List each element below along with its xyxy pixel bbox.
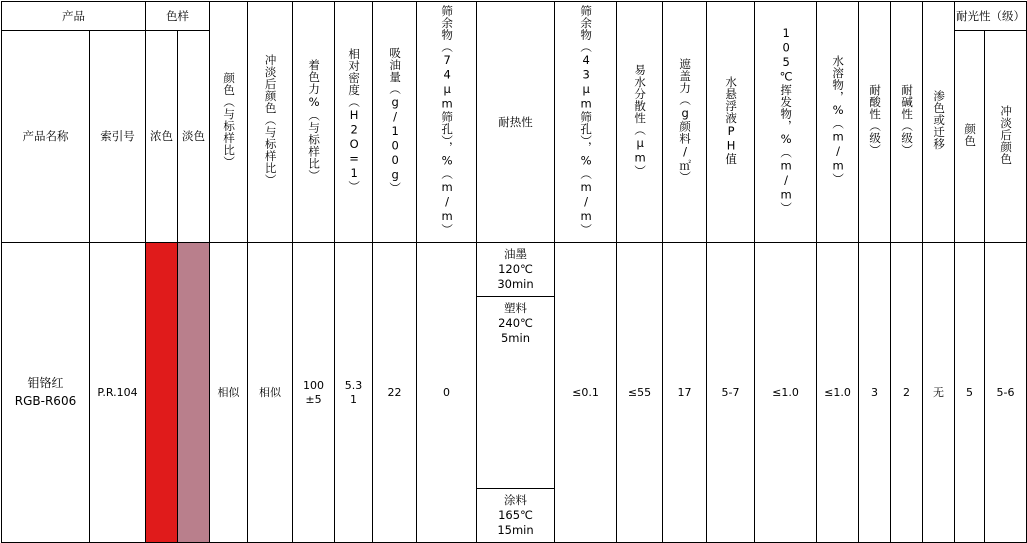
- header-residue-43um: [555, 2, 617, 243]
- cell-easy-dispersibility: ≤55: [617, 243, 663, 543]
- cell-heat-resistance: [477, 243, 555, 543]
- relative-density-line1: 5.3: [344, 378, 363, 392]
- cell-acid-resistance: 3: [859, 243, 891, 543]
- header-index-no: [90, 31, 146, 243]
- cell-volatile-105: ≤1.0: [755, 243, 817, 543]
- cell-bleed-migration: 无: [923, 243, 955, 543]
- header-water-soluble: [817, 2, 859, 243]
- header-hiding-power-label: 遮盖力（g颜料/㎡）: [678, 57, 693, 183]
- header-alkali-resistance-label: 耐碱性（级）: [900, 84, 915, 157]
- header-bleed-migration-label: 渗色或迁移: [932, 90, 947, 151]
- light-color-swatch: [178, 243, 209, 542]
- header-tint-strength: [293, 2, 335, 243]
- header-color-after-dilution: [248, 2, 293, 243]
- header-tint-strength-label: 着色力%（与标样比）: [307, 58, 322, 182]
- heat-coating-line1: 涂料: [504, 493, 527, 508]
- header-lightfast-color-label: 颜色: [963, 122, 978, 147]
- header-group-lightfastness: [955, 2, 1027, 31]
- header-suspension-ph: [707, 2, 755, 243]
- spec-sheet: [0, 1, 1025, 543]
- cell-oil-absorption: 22: [373, 243, 417, 543]
- header-volatile-105-label: 105℃挥发物，%（m/m）: [779, 26, 794, 215]
- heat-resistance-plastic: [477, 297, 554, 488]
- heat-ink-line2: 120℃: [498, 261, 533, 276]
- tint-strength-line1: 100: [303, 378, 324, 392]
- cell-lightfast-after-dilution: 5-6: [985, 243, 1027, 543]
- heat-coating-line3: 15min: [497, 523, 534, 538]
- header-lightfast-color: [955, 31, 985, 243]
- header-lightfast-after-dilution-label: 冲淡后颜色: [999, 104, 1014, 165]
- product-name-line1: 钼铬红: [27, 376, 64, 391]
- relative-density-line2: 1: [350, 392, 357, 406]
- header-product-name: [2, 31, 90, 243]
- header-suspension-ph-label: 水悬浮液PH值: [724, 75, 739, 165]
- cell-tint-strength: [293, 243, 335, 543]
- header-group-product-label: 产品: [62, 8, 85, 23]
- header-deep-color-label: 浓色: [150, 129, 173, 144]
- header-easy-dispersibility-label: 易水分散性（μm）: [633, 63, 648, 177]
- header-residue-74um-label: 筛余物（74μm筛孔），%（m/m）: [440, 5, 455, 236]
- cell-residue-74um: 0: [417, 243, 477, 543]
- header-residue-74um: [417, 2, 477, 243]
- header-group-color-sample-label: 色样: [166, 8, 189, 23]
- table-row: [2, 243, 1027, 543]
- cell-lightfast-color: 5: [955, 243, 985, 543]
- header-lightfast-after-dilution: [985, 31, 1027, 243]
- header-oil-absorption: [373, 2, 417, 243]
- header-index-no-label: 索引号: [100, 129, 135, 144]
- heat-plastic-line3: 5min: [500, 330, 530, 345]
- cell-index-no: P.R.104: [90, 243, 146, 543]
- header-relative-density-label: 相对密度（H2O=1）: [347, 47, 362, 193]
- header-easy-dispersibility: [617, 2, 663, 243]
- heat-resistance-coating: [477, 488, 554, 542]
- cell-relative-density: [335, 243, 373, 543]
- tint-strength-line2: ±5: [305, 392, 322, 406]
- header-light-color: [178, 31, 210, 243]
- cell-suspension-ph: 5-7: [707, 243, 755, 543]
- cell-color-after-dilution: 相似: [248, 243, 293, 543]
- cell-product-name: [2, 243, 90, 543]
- header-relative-density: [335, 2, 373, 243]
- header-alkali-resistance: [891, 2, 923, 243]
- pigment-spec-table: [1, 1, 1027, 543]
- header-residue-43um-label: 筛余物（43μm筛孔），%（m/m）: [579, 5, 594, 236]
- header-group-color-sample: [146, 2, 210, 31]
- product-name-line2: RGB-R606: [14, 393, 77, 408]
- header-acid-resistance-label: 耐酸性（级）: [868, 84, 883, 157]
- header-oil-absorption-label: 吸油量（g/100g）: [388, 46, 403, 194]
- header-heat-resistance: [477, 2, 555, 243]
- header-group-row: [2, 2, 1027, 31]
- header-group-product: [2, 2, 146, 31]
- header-hue-vs-standard: [210, 2, 248, 243]
- header-group-lightfastness-label: 耐光性（级）: [956, 8, 1025, 23]
- header-hue-vs-standard-label: 颜色（与标样比）: [222, 72, 237, 169]
- heat-plastic-line1: 塑料: [504, 300, 527, 315]
- header-color-after-dilution-label: 冲淡后颜色（与标样比）: [263, 54, 278, 187]
- heat-plastic-line2: 240℃: [498, 315, 533, 330]
- cell-hiding-power: 17: [663, 243, 707, 543]
- cell-hue-vs-standard: 相似: [210, 243, 248, 543]
- header-water-soluble-label: 水溶物，%（m/m）: [831, 55, 846, 186]
- cell-deep-color-swatch: [146, 243, 178, 543]
- heat-ink-line1: 油墨: [504, 247, 527, 261]
- header-light-color-label: 淡色: [182, 129, 205, 144]
- header-volatile-105: [755, 2, 817, 243]
- cell-water-soluble: ≤1.0: [817, 243, 859, 543]
- cell-alkali-resistance: 2: [891, 243, 923, 543]
- header-acid-resistance: [859, 2, 891, 243]
- deep-color-swatch: [146, 243, 177, 542]
- header-hiding-power: [663, 2, 707, 243]
- heat-ink-line3: 30min: [497, 276, 534, 291]
- cell-residue-43um: ≤0.1: [555, 243, 617, 543]
- header-bleed-migration: [923, 2, 955, 243]
- cell-light-color-swatch: [178, 243, 210, 543]
- heat-coating-line2: 165℃: [498, 508, 533, 523]
- header-heat-resistance-label: 耐热性: [498, 114, 533, 129]
- header-deep-color: [146, 31, 178, 243]
- header-product-name-label: 产品名称: [22, 129, 69, 144]
- heat-resistance-ink: [477, 243, 554, 297]
